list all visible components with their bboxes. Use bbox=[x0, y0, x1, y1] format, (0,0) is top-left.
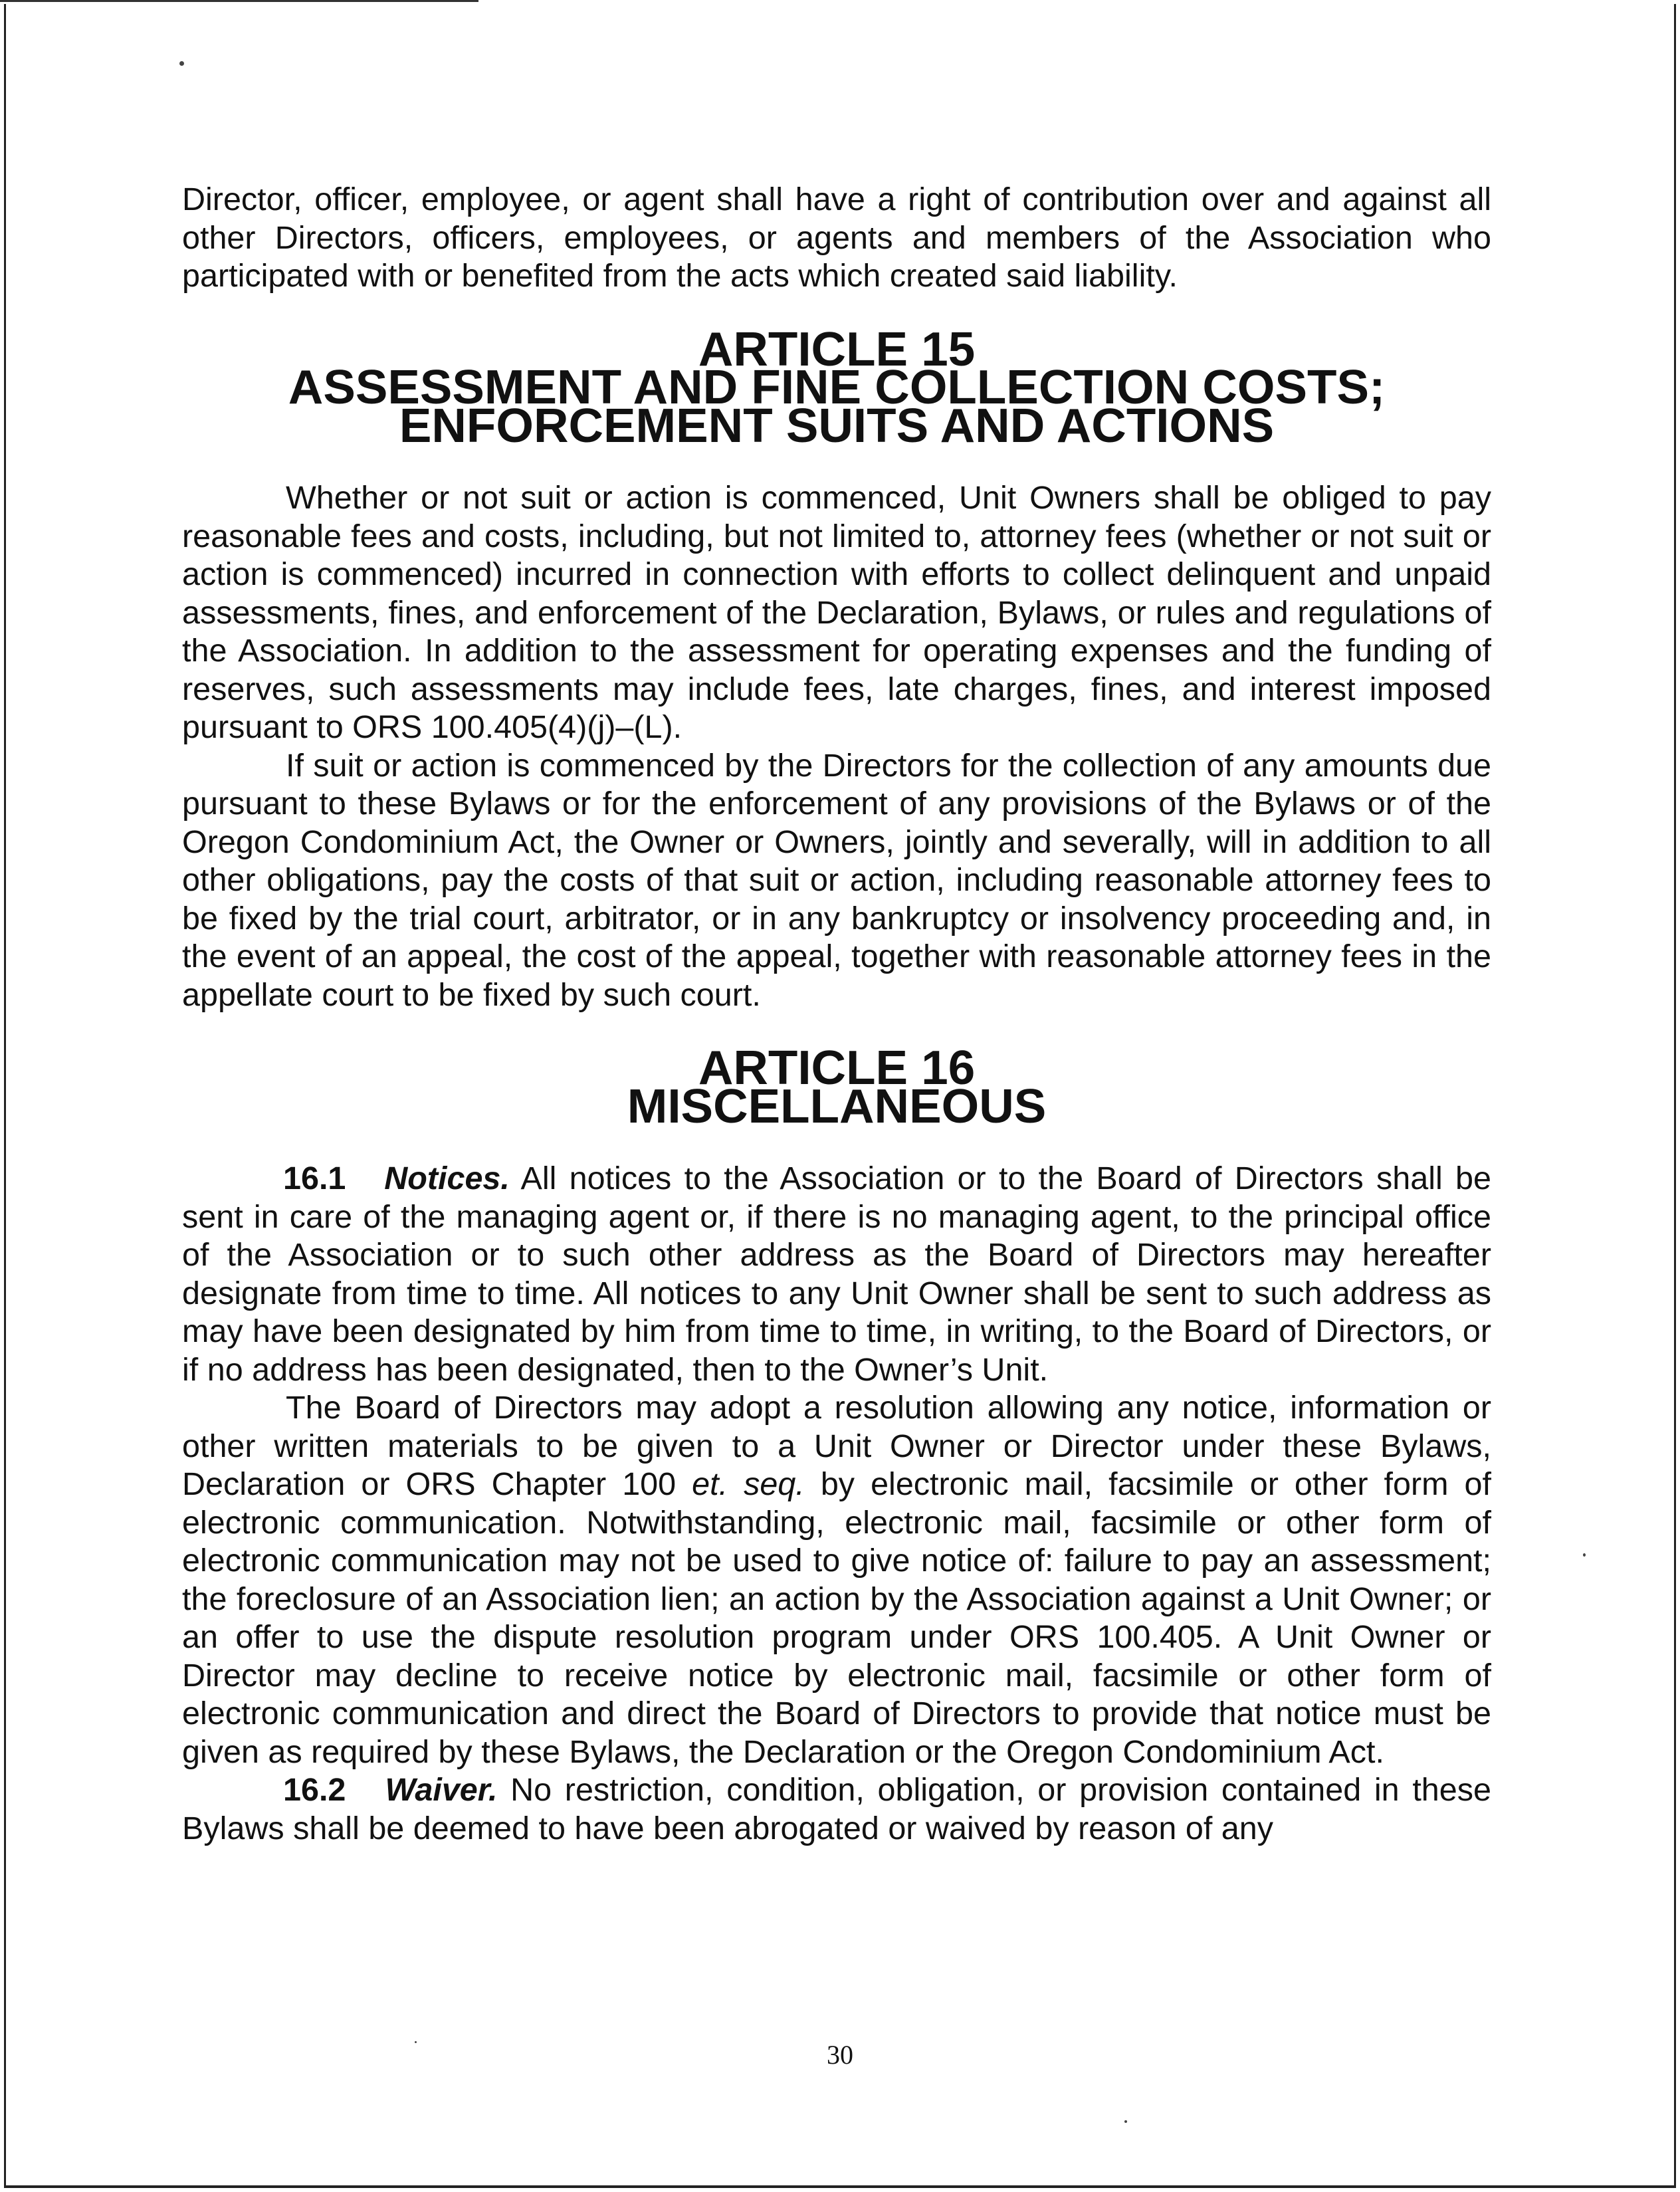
intro-paragraph: Director, officer, employee, or agent shall have a right of contribution over and against all other Directors, officers, employees, or agents and members of the Association who participated with or benefited from the acts which created said liability. bbox=[182, 181, 1491, 294]
notices-paragraph-2-before: The Board of Directors may adopt a resolution allowing any notice, information or other written materials to be given to a Unit Owner or Director under these Bylaws, Declaration or ORS Chapter 100 bbox=[182, 1390, 1491, 1502]
section-16-1-notices bbox=[182, 1160, 1491, 1389]
article-16-heading bbox=[182, 1041, 1491, 1133]
notices-paragraph-2-citation: et. seq. bbox=[692, 1466, 805, 1502]
article-15-title-line-1: ASSESSMENT AND FINE COLLECTION COSTS; bbox=[288, 360, 1386, 414]
section-16-1-text: All notices to the Association or to the Board of Directors shall be sent in care of the managing agent or, if there is no managing agent, to the principal office of the Association or to such other address as the Board of Directors may hereafter designate from time to time. All notices to any Unit Owner shall be sent to such address as may have been designated by him from time to time, in writing, to the Board of Directors, or if no address has been designated, then to the Owner’s Unit. bbox=[182, 1160, 1491, 1388]
section-16-2-number: 16.2 bbox=[283, 1772, 346, 1808]
document-body bbox=[182, 181, 1491, 1848]
notices-paragraph-2-after: by electronic mail, facsimile or other form of electronic communication. Notwithstanding, electronic mail, facsimile or other form of electronic communication may not be used to give notice of: failure to pay an assessment; the foreclosure of an Association lien; an action by the Association against a Unit Owner; or an offer to use the dispute resolution program under ORS 100.405. A Unit Owner or Director may decline to receive notice by electronic mail, facsimile or other form of electronic communication and direct the Board of Directors to provide that notice must be given as required by these Bylaws, the Declaration or the Oregon Condominium Act. bbox=[182, 1466, 1491, 1770]
article-16-title: MISCELLANEOUS bbox=[627, 1079, 1047, 1133]
section-16-1-number: 16.1 bbox=[283, 1160, 346, 1196]
article-15-paragraph-2: If suit or action is commenced by the Directors for the collection of any amounts due pursuant to these Bylaws or for the enforcement of any provisions of the Bylaws or of the Oregon Condominium Act, the Owner or Owners, jointly and severally, will in addition to all other obligations, pay the costs of that suit or action, including reasonable attorney fees to be fixed by the trial court, arbitrator, or in any bankruptcy or insolvency proceeding and, in the event of an appeal, the cost of the appeal, together with reasonable attorney fees in the appellate court to be fixed by such court. bbox=[182, 747, 1491, 1013]
article-15-title-line-2: ENFORCEMENT SUITS AND ACTIONS bbox=[399, 398, 1275, 453]
article-15 bbox=[182, 322, 1491, 1015]
article-15-heading bbox=[182, 322, 1491, 453]
page-number: 30 bbox=[827, 2040, 853, 2070]
scan-speck bbox=[1583, 1553, 1586, 1557]
section-16-1-title: Notices. bbox=[384, 1160, 510, 1196]
article-15-paragraph-1: Whether or not suit or action is commenced, Unit Owners shall be obliged to pay reasonable fees and costs, including, but not limited to, attorney fees (whether or not suit or action is commenced) incurred in connection with efforts to collect delinquent and unpaid assessments, fines, and enforcement of the Declaration, Bylaws, or rules and regulations of the Association. In addition to the assessment for operating expenses and the funding of reserves, such assessments may include fees, late charges, fines, and interest imposed pursuant to ORS 100.405(4)(j)–(L). bbox=[182, 480, 1491, 745]
section-16-2-waiver bbox=[182, 1771, 1491, 1848]
scan-speck bbox=[179, 61, 184, 66]
section-16-2-text: No restriction, condition, obligation, or provision contained in these Bylaws shall be deemed to have been abrogated or waived by reason of any bbox=[182, 1772, 1491, 1846]
section-16-2-title: Waiver. bbox=[385, 1772, 498, 1808]
scan-speck bbox=[1124, 2120, 1127, 2123]
article-16 bbox=[182, 1041, 1491, 1848]
article-15-number: ARTICLE 15 bbox=[698, 322, 976, 376]
article-16-number: ARTICLE 16 bbox=[698, 1041, 976, 1095]
scan-top-rule bbox=[0, 0, 478, 2]
notices-paragraph-2 bbox=[182, 1389, 1491, 1771]
